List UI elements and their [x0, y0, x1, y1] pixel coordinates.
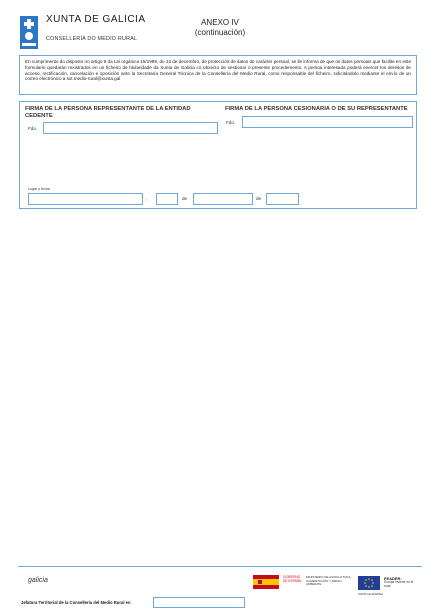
comma-separator: , — [146, 196, 148, 201]
eu-label: UNIÓN EUROPEA — [358, 592, 384, 596]
galicia-logo: galicia — [28, 577, 48, 584]
day-field[interactable] — [156, 193, 178, 205]
de-label-1: de — [182, 196, 188, 201]
place-field[interactable] — [28, 193, 143, 205]
fdo-left-field[interactable] — [43, 122, 218, 134]
de-label-2: de — [256, 196, 262, 201]
data-protection-notice: En cumprimento do disposto no artigo 5 da Lei orgánica 15/1999, do 13 de decembro, de protección de datos de carácter persoal, se lle informa de que os datos persoais que facilite en este formulario quedarán rexistrados en un ficheiro de titularidade da Xunta de Galicia co obxecto de xestionar o presente procedemento. A persoa interesada poderá exercer los dereitos de acceso, rectificación, cancelación e oposición ante la Secretaría General Técnica de la Consellería del Medio Rural, como responsable del ficheiro, solicitándolo mediante el envío de un correo electrónico a sxt.medio-rural@xunta.gal — [19, 55, 417, 95]
eu-flag-icon — [358, 576, 380, 590]
xunta-logo-icon — [17, 12, 41, 52]
ministry-label: MINISTERIO DE AGRICULTURA, ALIMENTACIÓN Y MEDIO AMBIENTE — [306, 575, 352, 587]
feader-title: FEADER: — [384, 576, 402, 581]
spain-government-label: GOBIERNO DE ESPAÑA — [283, 575, 302, 583]
signature-right-title: FIRMA DE LA PERSONA CESIONARIA O DE SU REPRESENTANTE — [225, 106, 408, 112]
fdo-right-label: Fdo. — [226, 120, 236, 125]
annex-title: ANEXO IV — [201, 18, 239, 27]
footer-divider — [18, 566, 422, 567]
signature-left-title: FIRMA DE LA PERSONA REPRESENTANTE DE LA ENTIDAD CEDENTE — [25, 106, 191, 119]
jefatura-field[interactable] — [153, 597, 245, 608]
fdo-left-label: Fdo. — [28, 126, 38, 131]
brand-name: XUNTA DE GALICIA — [46, 14, 146, 25]
annex-heading — [190, 18, 250, 38]
place-date-label: Lugar y fecha — [28, 187, 50, 191]
month-field[interactable] — [193, 193, 253, 205]
fdo-right-field[interactable] — [242, 116, 413, 128]
feader-text: Europa invierte en el rural — [384, 580, 414, 588]
spain-flag-icon — [253, 575, 279, 589]
brand-department: CONSELLERÍA DO MEDIO RURAL — [46, 36, 138, 42]
annex-subtitle: (continuación) — [194, 28, 246, 37]
jefatura-label: Jefatura Territorial de la Consellería del Medio Rural en — [21, 600, 131, 605]
signature-section — [19, 101, 417, 209]
year-field[interactable] — [266, 193, 299, 205]
